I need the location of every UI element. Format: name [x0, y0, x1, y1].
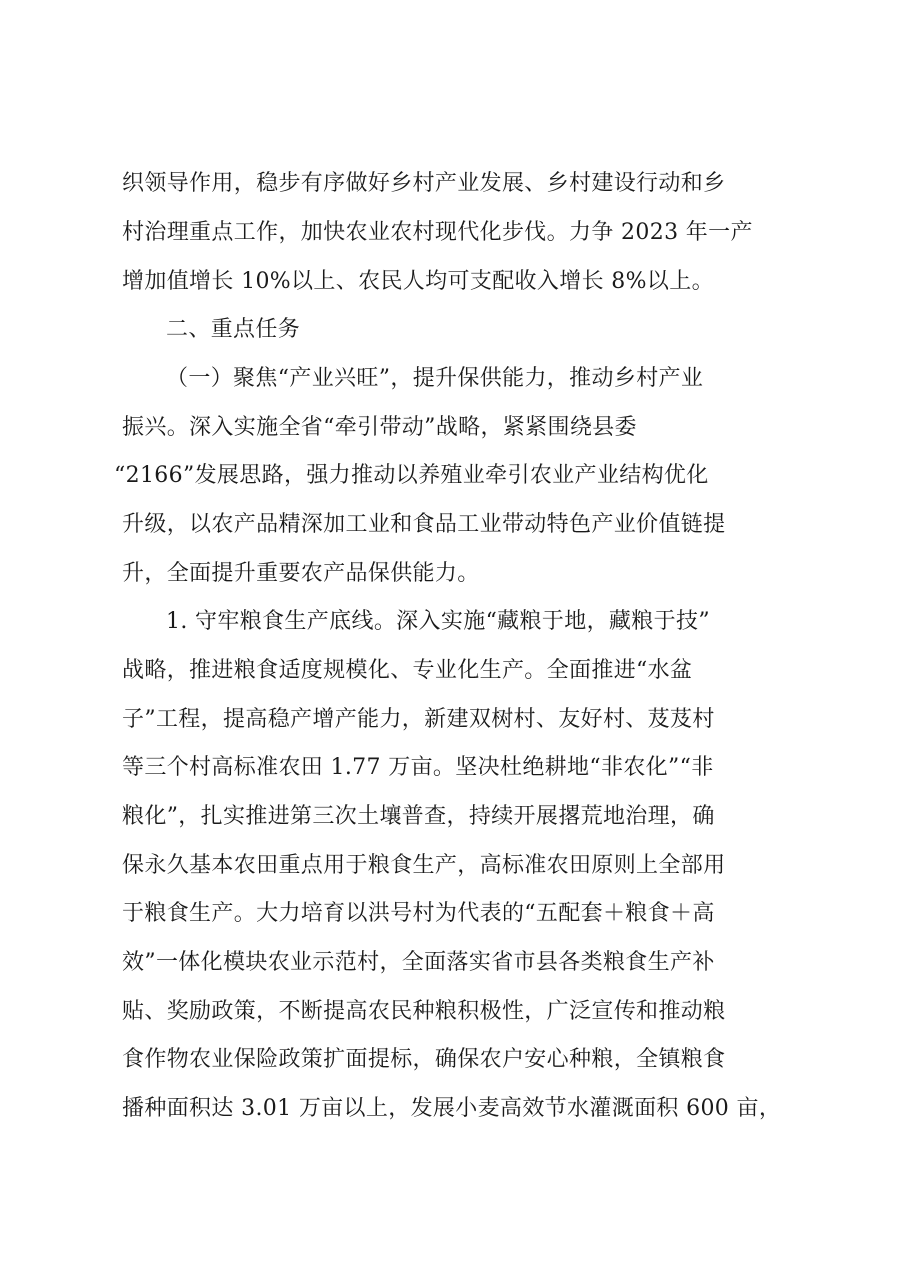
text-line-7: “2166”发展思路，强力推动以养殖业牵引农业产业结构优化: [114, 463, 709, 488]
text-line-9: 升，全面提升重要农产品保供能力。: [122, 561, 480, 586]
text-line-8: 升级，以农产品精深加工业和食品工业带动特色产业价值链提: [122, 512, 726, 537]
item-heading-line: 1. 守牢粮食生产底线。深入实施“藏粮于地，藏粮于技”: [166, 609, 710, 634]
text-line-17: 效”一体化模块农业示范村，全面落实省市县各类粮食生产补: [122, 950, 715, 975]
text-line-6: 振兴。深入实施全省“牵引带动”战略，紧紧围绕县委: [122, 415, 637, 440]
section-heading: 二、重点任务: [166, 317, 301, 342]
text-line-3: 增加值增长 10%以上、农民人均可支配收入增长 8%以上。: [122, 269, 714, 294]
text-line-15: 保永久基本农田重点用于粮食生产，高标准农田原则上全部用: [122, 853, 726, 878]
text-line-18: 贴、奖励政策，不断提高农民种粮积极性，广泛宣传和推动粮: [122, 999, 726, 1024]
text-line-19: 食作物农业保险政策扩面提标，确保农户安心种粮，全镇粮食: [122, 1047, 726, 1072]
text-line-12: 子”工程，提高稳产增产能力，新建双树村、友好村、芨芨村: [122, 707, 715, 732]
text-line-1: 织领导作用，稳步有序做好乡村产业发展、乡村建设行动和乡: [122, 171, 726, 196]
text-line-14: 粮化”，扎实推进第三次土壤普查，持续开展撂荒地治理，确: [122, 804, 715, 829]
text-line-13: 等三个村高标准农田 1.77 万亩。坚决杜绝耕地“非农化”“非: [122, 755, 714, 780]
text-line-16: 于粮食生产。大力培育以洪号村为代表的“五配套＋粮食＋高: [122, 901, 715, 926]
text-line-2: 村治理重点工作，加快农业农村现代化步伐。力争 2023 年一产: [122, 220, 753, 245]
text-line-20: 播种面积达 3.01 万亩以上，发展小麦高效节水灌溉面积 600 亩，: [122, 1096, 782, 1121]
subsection-heading-line: （一）聚焦“产业兴旺”，提升保供能力，推动乡村产业: [166, 366, 704, 391]
text-line-11: 战略，推进粮食适度规模化、专业化生产。全面推进“水盆: [122, 658, 693, 683]
